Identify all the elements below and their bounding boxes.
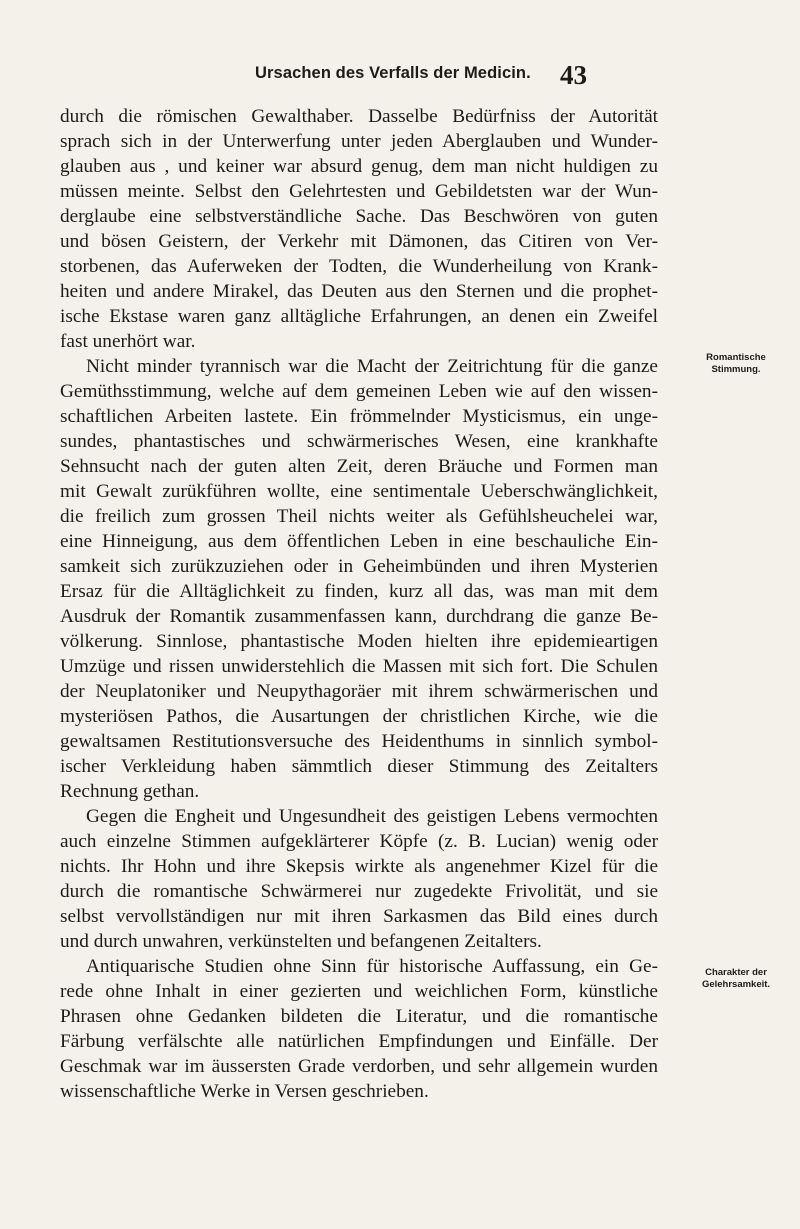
- text-line: Gegen die Engheit und Ungesundheit des geistigen Lebens vermochten: [86, 806, 658, 827]
- text-line: fast unerhört war.: [60, 331, 196, 352]
- text-line: Gemüthsstimmung, welche auf dem gemeinen Leben wie auf den wissen-: [60, 381, 658, 402]
- text-line: samkeit sich zurükzuziehen oder in Geheimbünden und ihren Mysterien: [60, 556, 658, 577]
- text-line: ischer Verkleidung haben sämmtlich dieser Stimmung des Zeitalters: [60, 756, 658, 777]
- margin-note-line: Gelehrsamkeit.: [701, 979, 771, 990]
- text-line: gewaltsamen Restitutionsversuche des Heidenthums in sinnlich symbol-: [60, 731, 658, 752]
- text-line: Rechnung gethan.: [60, 781, 200, 802]
- text-line: Geschmak war im äussersten Grade verdorben, und sehr allgemein wurden: [60, 1056, 658, 1077]
- page-header: [0, 60, 800, 90]
- text-line: Nicht minder tyrannisch war die Macht der Zeitrichtung für die ganze: [86, 356, 658, 377]
- text-line: durch die römischen Gewalthaber. Dasselbe Bedürfniss der Autorität: [60, 106, 658, 127]
- text-line: völkerung. Sinnlose, phantastische Moden hielten ihre epidemieartigen: [60, 631, 658, 652]
- text-line: müssen meinte. Selbst den Gelehrtesten und Gebildetsten war der Wun-: [60, 181, 658, 202]
- text-line: und bösen Geistern, der Verkehr mit Dämonen, das Citiren von Ver-: [60, 231, 658, 252]
- page-number: 43: [560, 60, 587, 90]
- text-line: der Neuplatoniker und Neupythagoräer mit ihrem schwärmerischen und: [60, 681, 658, 702]
- text-line: ische Ekstase waren ganz alltägliche Erfahrungen, an denen ein Zweifel: [60, 306, 658, 327]
- text-line: Sehnsucht nach der guten alten Zeit, deren Bräuche und Formen man: [60, 456, 658, 477]
- text-line: auch einzelne Stimmen aufgeklärterer Köpfe (z. B. Lucian) wenig oder: [60, 831, 658, 852]
- text-line: sundes, phantastisches und schwärmerisches Wesen, eine krankhafte: [60, 431, 658, 452]
- text-line: Ersaz für die Alltäglichkeit zu finden, kurz all das, was man mit dem: [60, 581, 658, 602]
- body-text: [60, 104, 658, 1104]
- margin-note-line: Stimmung.: [711, 364, 761, 375]
- text-line: heiten und andere Mirakel, das Deuten aus den Sternen und die prophet-: [60, 281, 658, 302]
- text-line: Färbung verfälschte alle natürlichen Empfindungen und Einfälle. Der: [60, 1031, 658, 1052]
- text-line: glauben aus , und keiner war absurd genug, dem man nicht huldigen zu: [60, 156, 658, 177]
- text-line: Ausdruk der Romantik zusammenfassen kann, durchdrang die ganze Be-: [60, 606, 658, 627]
- text-line: storbenen, das Auferweken der Todten, die Wunderheilung von Krank-: [60, 256, 658, 277]
- text-line: die freilich zum grossen Theil nichts weiter als Gefühlsheuchelei war,: [60, 506, 658, 527]
- text-line: selbst vervollständigen nur mit ihren Sarkasmen das Bild eines durch: [60, 906, 658, 927]
- text-line: wissenschaftliche Werke in Versen geschrieben.: [60, 1081, 429, 1102]
- text-line: mysteriösen Pathos, die Ausartungen der christlichen Kirche, wie die: [60, 706, 658, 727]
- text-line: durch die romantische Schwärmerei nur zugedekte Frivolität, und sie: [60, 881, 658, 902]
- text-line: sprach sich in der Unterwerfung unter jeden Aberglauben und Wunder-: [60, 131, 658, 152]
- text-line: Antiquarische Studien ohne Sinn für historische Auffassung, ein Ge-: [86, 956, 658, 977]
- text-line: rede ohne Inhalt in einer gezierten und weichlichen Form, künstliche: [60, 981, 658, 1002]
- margin-note-romantische-stimmung: [676, 352, 796, 376]
- margin-note-line: Charakter der: [705, 967, 767, 978]
- margin-note-charakter-der-gelehrsamkeit: [676, 967, 796, 991]
- text-line: und durch unwahren, verkünstelten und befangenen Zeitalters.: [60, 931, 542, 952]
- running-title: Ursachen des Verfalls der Medicin.: [255, 64, 531, 82]
- text-line: eine Hinneigung, aus dem öffentlichen Leben in eine beschauliche Ein-: [60, 531, 658, 552]
- text-line: Umzüge und rissen unwiderstehlich die Massen mit sich fort. Die Schulen: [60, 656, 658, 677]
- text-line: mit Gewalt zurükführen wollte, eine sentimentale Ueberschwänglichkeit,: [60, 481, 658, 502]
- text-line: schaftlichen Arbeiten lastete. Ein frömmelnder Mysticismus, ein unge-: [60, 406, 658, 427]
- margin-note-line: Romantische: [706, 352, 766, 363]
- text-line: derglaube eine selbstverständliche Sache. Das Beschwören von guten: [60, 206, 658, 227]
- text-line: nichts. Ihr Hohn und ihre Skepsis wirkte als angenehmer Kizel für die: [60, 856, 658, 877]
- text-line: Phrasen ohne Gedanken bildeten die Literatur, und die romantische: [60, 1006, 658, 1027]
